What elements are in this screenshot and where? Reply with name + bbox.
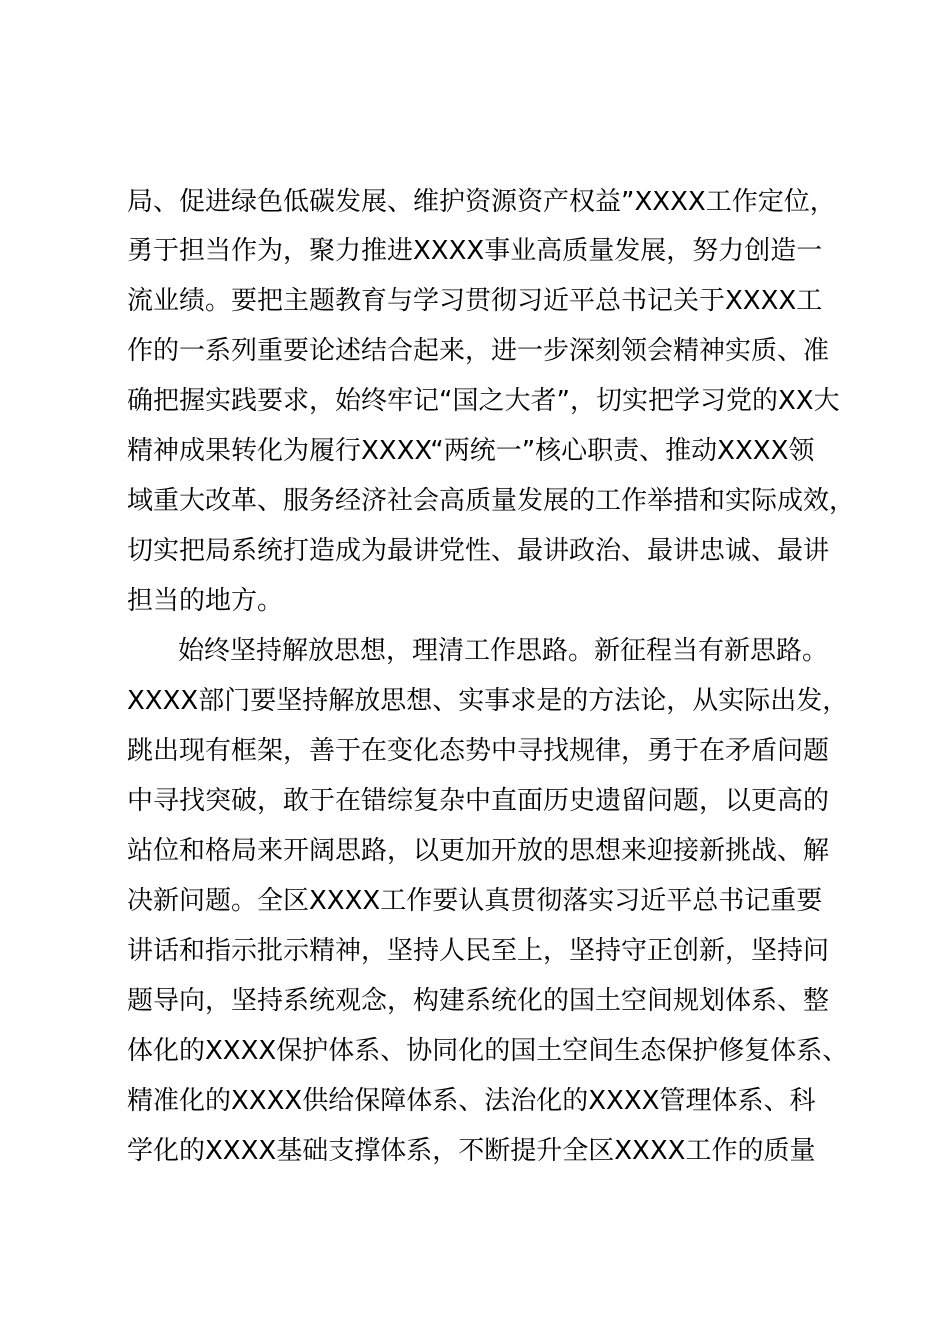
text-line: 决新问题。全区XXXX工作要认真贯彻落实习近平总书记重要 [127,886,823,916]
text-line: 站位和格局来开阔思路，以更加开放的思想来迎接新挑战、解 [127,836,830,866]
text-line: 学化的XXXX基础支撑体系，不断提升全区XXXX工作的质量 [127,1136,816,1166]
text-line: 作的一系列重要论述结合起来，进一步深刻领会精神实质、准 [127,336,830,366]
text-line: 域重大改革、服务经济社会高质量发展的工作举措和实际成效， [127,486,856,516]
text-line: 局、促进绿色低碳发展、维护资源资产权益”XXXX工作定位， [127,187,836,217]
text-line: 中寻找突破，敢于在错综复杂中直面历史遗留问题，以更高的 [127,786,830,816]
text-line: 体化的XXXX保护体系、协同化的国土空间生态保护修复体系、 [127,1036,849,1066]
text-line: 确把握实践要求，始终牢记“国之大者”，切实把学习党的XX大 [127,386,840,416]
paragraph-first-line: 始终坚持解放思想，理清工作思路。新征程当有新思路。 [178,636,829,666]
text-line: 精准化的XXXX供给保障体系、法治化的XXXX管理体系、科 [127,1086,816,1116]
text-line: 讲话和指示批示精神，坚持人民至上，坚持守正创新，坚持问 [127,936,830,966]
text-line: 精神成果转化为履行XXXX“两统一”核心职责、推动XXXX领 [127,436,815,466]
text-line: 流业绩。要把主题教育与学习贯彻习近平总书记关于XXXX工 [127,286,823,316]
text-line: 切实把局系统打造成为最讲党性、最讲政治、最讲忠诚、最讲 [127,536,830,566]
text-line: XXXX部门要坚持解放思想、实事求是的方法论，从实际出发， [127,686,849,716]
text-line: 担当的地方。 [127,586,284,616]
text-line: 跳出现有框架，善于在变化态势中寻找规律，勇于在矛盾问题 [127,736,830,766]
text-line: 勇于担当作为，聚力推进XXXX事业高质量发展，努力创造一 [127,236,823,266]
text-line: 题导向，坚持系统观念，构建系统化的国土空间规划体系、整 [127,986,830,1016]
